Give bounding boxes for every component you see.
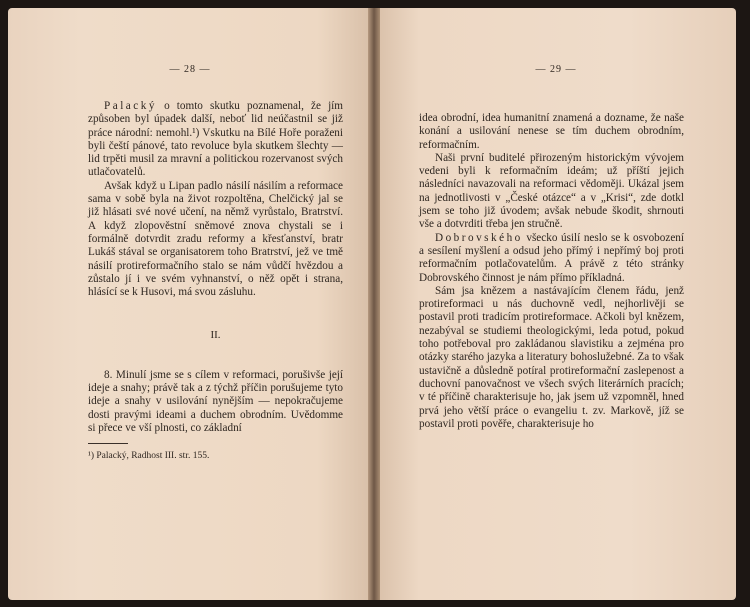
section-heading: II. xyxy=(210,329,221,342)
paragraph: Palacký o tomto skutku poznamenal, že jím způsoben byl úpadek další, neboť lid neúčastnil se již práce národní: nemohl.¹) Vskutku na Bílé Hoře poraženi byli čeští pánové, tato revoluce byla skutkem šlechty — lid trpěti musil za mravní a politickou rozervanost svých utlačovatelů. xyxy=(88,100,343,179)
paragraph: Avšak když u Lipan padlo násilí násilím a reformace sama v sobě byla na život rozpoltěna, Chelčický jal se již hlásati své nové učení, na němž vyrůstalo, Bratrství. A když zlopověstní sněmové znova chystali se i formálně dotvrdit zradu reformy a křesťanství, bratr Lukáš stával se organisatorem toho Bratrství, jež ve tmě násilí protireformačního stalo se nám vůdčí hvězdou a zůstalo jí i ve svém vyhnanství, o něž opět i strana, hlásící se k Husovi, má svou zásluhu. xyxy=(88,179,343,299)
left-page-text xyxy=(88,100,343,462)
right-page-text xyxy=(419,112,684,431)
paragraph: Naši první buditelé přirozeným historickým vývojem vedeni byli k reformačním ideám; už příští jejich následníci navazovali na reformaci vědoměji. Ukázal jsem na jednotlivosti v „České otázce“ a v „Krisi“, zde dotkl jsem se toho již úvodem; avšak nebude škodit, shrnouti vše a dotvrditi třeba jen stručně. xyxy=(419,151,684,231)
emphasized-name: Dobrovského xyxy=(435,231,523,244)
footnote-divider xyxy=(88,443,128,444)
left-page xyxy=(8,8,372,600)
page-number: — 28 — xyxy=(169,64,211,75)
right-page xyxy=(376,8,736,600)
book-spine xyxy=(368,8,380,600)
paragraph: idea obrodní, idea humanitní znamená a dozname, že naše konání a usilování nenese se tím duchem obrodním, reformačním. xyxy=(419,112,684,151)
paragraph: 8. Minulí jsme se s cílem v reformaci, porušivše její ideje a snahy; právě tak a z týchž příčin porušujeme tyto ideje a snahy v usilování nynějším — nepokračujeme dosti pravými ideami a duchem obrodním. Uvědomme si přece ve vší plnosti, co základní xyxy=(88,368,343,434)
paragraph: Sám jsa knězem a nastávajícím členem řádu, jenž protireformaci u nás duchovně vedl, nejhorlivěji se postavil proti tradicím protireformace. Ačkoli byl knězem, nezabýval se studiemi theologickými, leda potud, pokud toho potřeboval pro zakládanou slavistiku a zejména pro otázky starého jazyka a literatury bohoslužebné. Za to však ustavičně a důsledně potíral protireformační zaslepenost a duchovní panovačnost ve všech svých literárních pracích; v té příčině charakterisuje ho, jak jsem už vzpomněl, hned prvá jeho větší práce o evangeliu t. zv. Markově, jíž se postavil proti pověře, charakterisuje ho xyxy=(419,284,684,430)
paragraph: Dobrovského všecko úsilí neslo se k osvobození a sesílení myšlení a odsud jeho přímý i nepřímý boj proti reformačním potlačovatelům. A právě z této stránky Dobrovského činnost je nám přímo příkladná. xyxy=(419,231,684,284)
footnote: ¹) Palacký, Radhost III. str. 155. xyxy=(88,451,210,462)
open-book xyxy=(8,8,744,600)
emphasized-name: Palacký xyxy=(104,100,157,112)
page-number: — 29 — xyxy=(535,64,577,75)
